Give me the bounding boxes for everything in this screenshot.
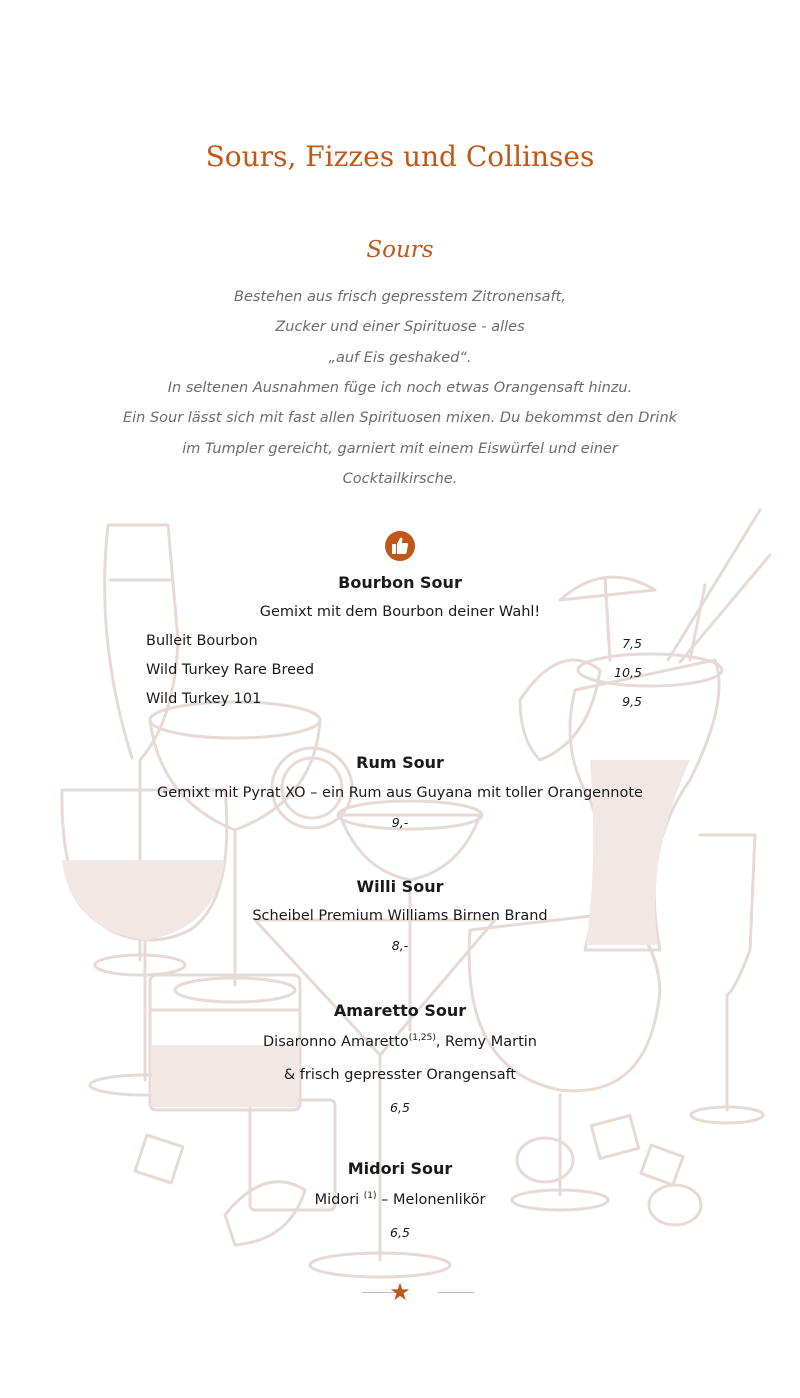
intro-line: In seltenen Ausnahmen füge ich noch etwas Orangensaft hinzu. xyxy=(167,380,633,396)
intro-line: Bestehen aus frisch gepresstem Zitronensaft, xyxy=(234,289,566,305)
drink-price: 6,5 xyxy=(390,1225,410,1240)
drink-description: Scheibel Premium Williams Birnen Brand xyxy=(252,908,548,924)
divider-line xyxy=(438,1292,474,1293)
drink-price: 9,- xyxy=(391,815,409,830)
drink-description: Gemixt mit dem Bourbon deiner Wahl! xyxy=(259,604,541,620)
option-label: Bulleit Bourbon xyxy=(146,633,258,649)
intro-line: Zucker und einer Spirituose - alles xyxy=(275,319,525,335)
drink-name-rum-sour: Rum Sour xyxy=(356,753,444,772)
intro-line: „auf Eis geshaked“. xyxy=(328,350,472,366)
intro-line: im Tumpler gereicht, garniert mit einem Eiswürfel und einer xyxy=(182,441,618,457)
star-icon: ★ xyxy=(389,1278,411,1306)
option-label: Wild Turkey Rare Breed xyxy=(146,662,315,678)
thumbs-up-icon xyxy=(385,531,415,561)
ingredient-text: Midori xyxy=(314,1192,360,1208)
drink-price: 8,- xyxy=(391,938,409,953)
drink-description xyxy=(0,1034,800,1050)
intro-line: Cocktailkirsche. xyxy=(342,471,458,487)
drink-name-midori-sour: Midori Sour xyxy=(347,1159,453,1178)
drink-description: Gemixt mit Pyrat XO – ein Rum aus Guyana mit toller Orangennote xyxy=(157,785,643,801)
intro-line: Ein Sour lässt sich mit fast allen Spirituosen mixen. Du bekommst den Drink xyxy=(122,410,678,426)
section-heading: Sours xyxy=(366,237,434,263)
allergen-footnote: (1,25) xyxy=(408,1033,436,1043)
drink-price: 6,5 xyxy=(390,1100,410,1115)
option-label: Wild Turkey 101 xyxy=(146,691,262,707)
option-price: 10,5 xyxy=(614,665,642,680)
drink-name-bourbon-sour: Bourbon Sour xyxy=(338,573,462,592)
drink-description: & frisch gepresster Orangensaft xyxy=(283,1067,517,1083)
ingredient-text: Disaronno Amaretto xyxy=(263,1034,409,1050)
allergen-footnote: (1) xyxy=(363,1191,377,1201)
drink-description xyxy=(0,1192,800,1208)
option-price: 9,5 xyxy=(622,694,642,709)
drink-name-willi-sour: Willi Sour xyxy=(356,877,444,896)
page-title: Sours, Fizzes und Collinses xyxy=(205,140,595,173)
option-price: 7,5 xyxy=(622,636,642,651)
ingredient-text: , Remy Martin xyxy=(435,1034,537,1050)
drink-name-amaretto-sour: Amaretto Sour xyxy=(333,1001,467,1020)
ingredient-text: – Melonenlikör xyxy=(376,1192,486,1208)
